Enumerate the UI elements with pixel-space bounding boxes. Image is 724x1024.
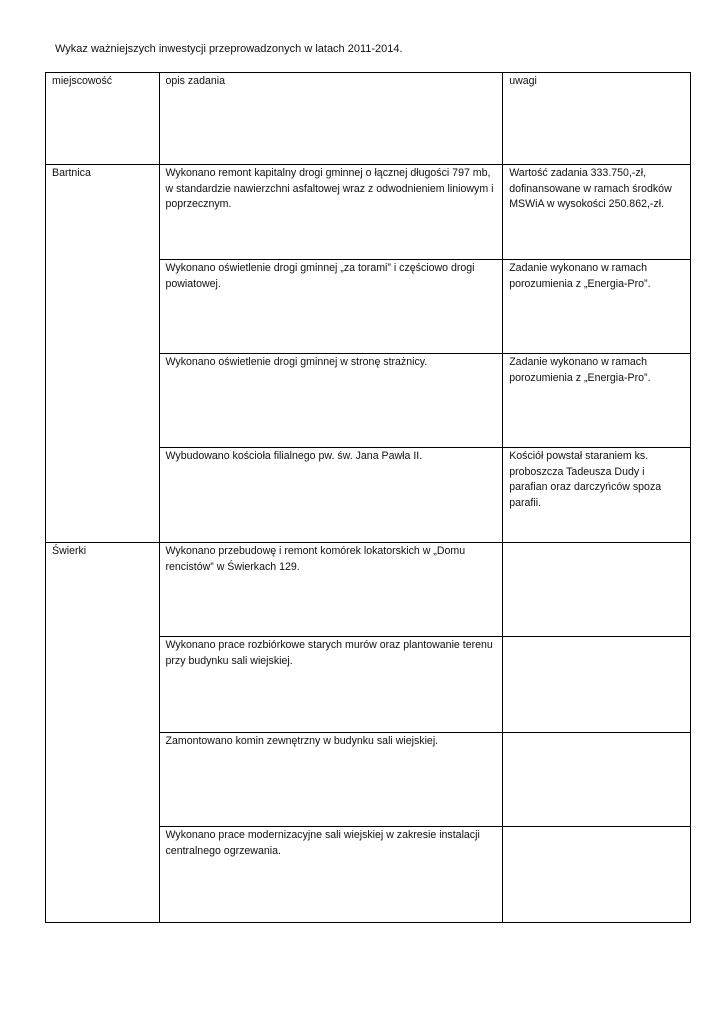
table-header-row (46, 73, 691, 165)
header-description: opis zadania (159, 73, 503, 165)
notes-cell (503, 543, 691, 637)
description-cell: Wykonano oświetlenie drogi gminnej w stronę strażnicy. (159, 354, 503, 448)
notes-cell: Kościół powstał staraniem ks. proboszcza Tadeusza Dudy i parafian oraz darczyńców spoza parafii. (503, 448, 691, 543)
table-row (46, 543, 691, 637)
document-title: Wykaz ważniejszych inwestycji przeprowadzonych w latach 2011-2014. (55, 43, 403, 55)
description-cell: Wykonano remont kapitalny drogi gminnej o łącznej długości 797 mb, w standardzie nawierzchni asfaltowej wraz z odwodnieniem liniowym i poprzecznym. (159, 165, 503, 260)
description-cell: Zamontowano komin zewnętrzny w budynku sali wiejskiej. (159, 733, 503, 827)
notes-cell: Zadanie wykonano w ramach porozumienia z „Energia-Pro”. (503, 260, 691, 354)
investments-table (45, 72, 691, 923)
description-cell: Wykonano przebudowę i remont komórek lokatorskich w „Domu rencistów” w Świerkach 129. (159, 543, 503, 637)
notes-cell: Zadanie wykonano w ramach porozumienia z „Energia-Pro”. (503, 354, 691, 448)
notes-cell (503, 827, 691, 923)
header-notes: uwagi (503, 73, 691, 165)
place-cell-bartnica: Bartnica (46, 165, 160, 543)
place-cell-swierki: Świerki (46, 543, 160, 923)
header-place: miejscowość (46, 73, 160, 165)
description-cell: Wykonano prace modernizacyjne sali wiejskiej w zakresie instalacji centralnego ogrzewania. (159, 827, 503, 923)
notes-cell (503, 733, 691, 827)
description-cell: Wykonano oświetlenie drogi gminnej „za torami” i częściowo drogi powiatowej. (159, 260, 503, 354)
description-cell: Wykonano prace rozbiórkowe starych murów oraz plantowanie terenu przy budynku sali wiejskiej. (159, 637, 503, 733)
description-cell: Wybudowano kościoła filialnego pw. św. Jana Pawła II. (159, 448, 503, 543)
table-row (46, 165, 691, 260)
notes-cell: Wartość zadania 333.750,-zł, dofinansowane w ramach środków MSWiA w wysokości 250.862,-zł. (503, 165, 691, 260)
notes-cell (503, 637, 691, 733)
